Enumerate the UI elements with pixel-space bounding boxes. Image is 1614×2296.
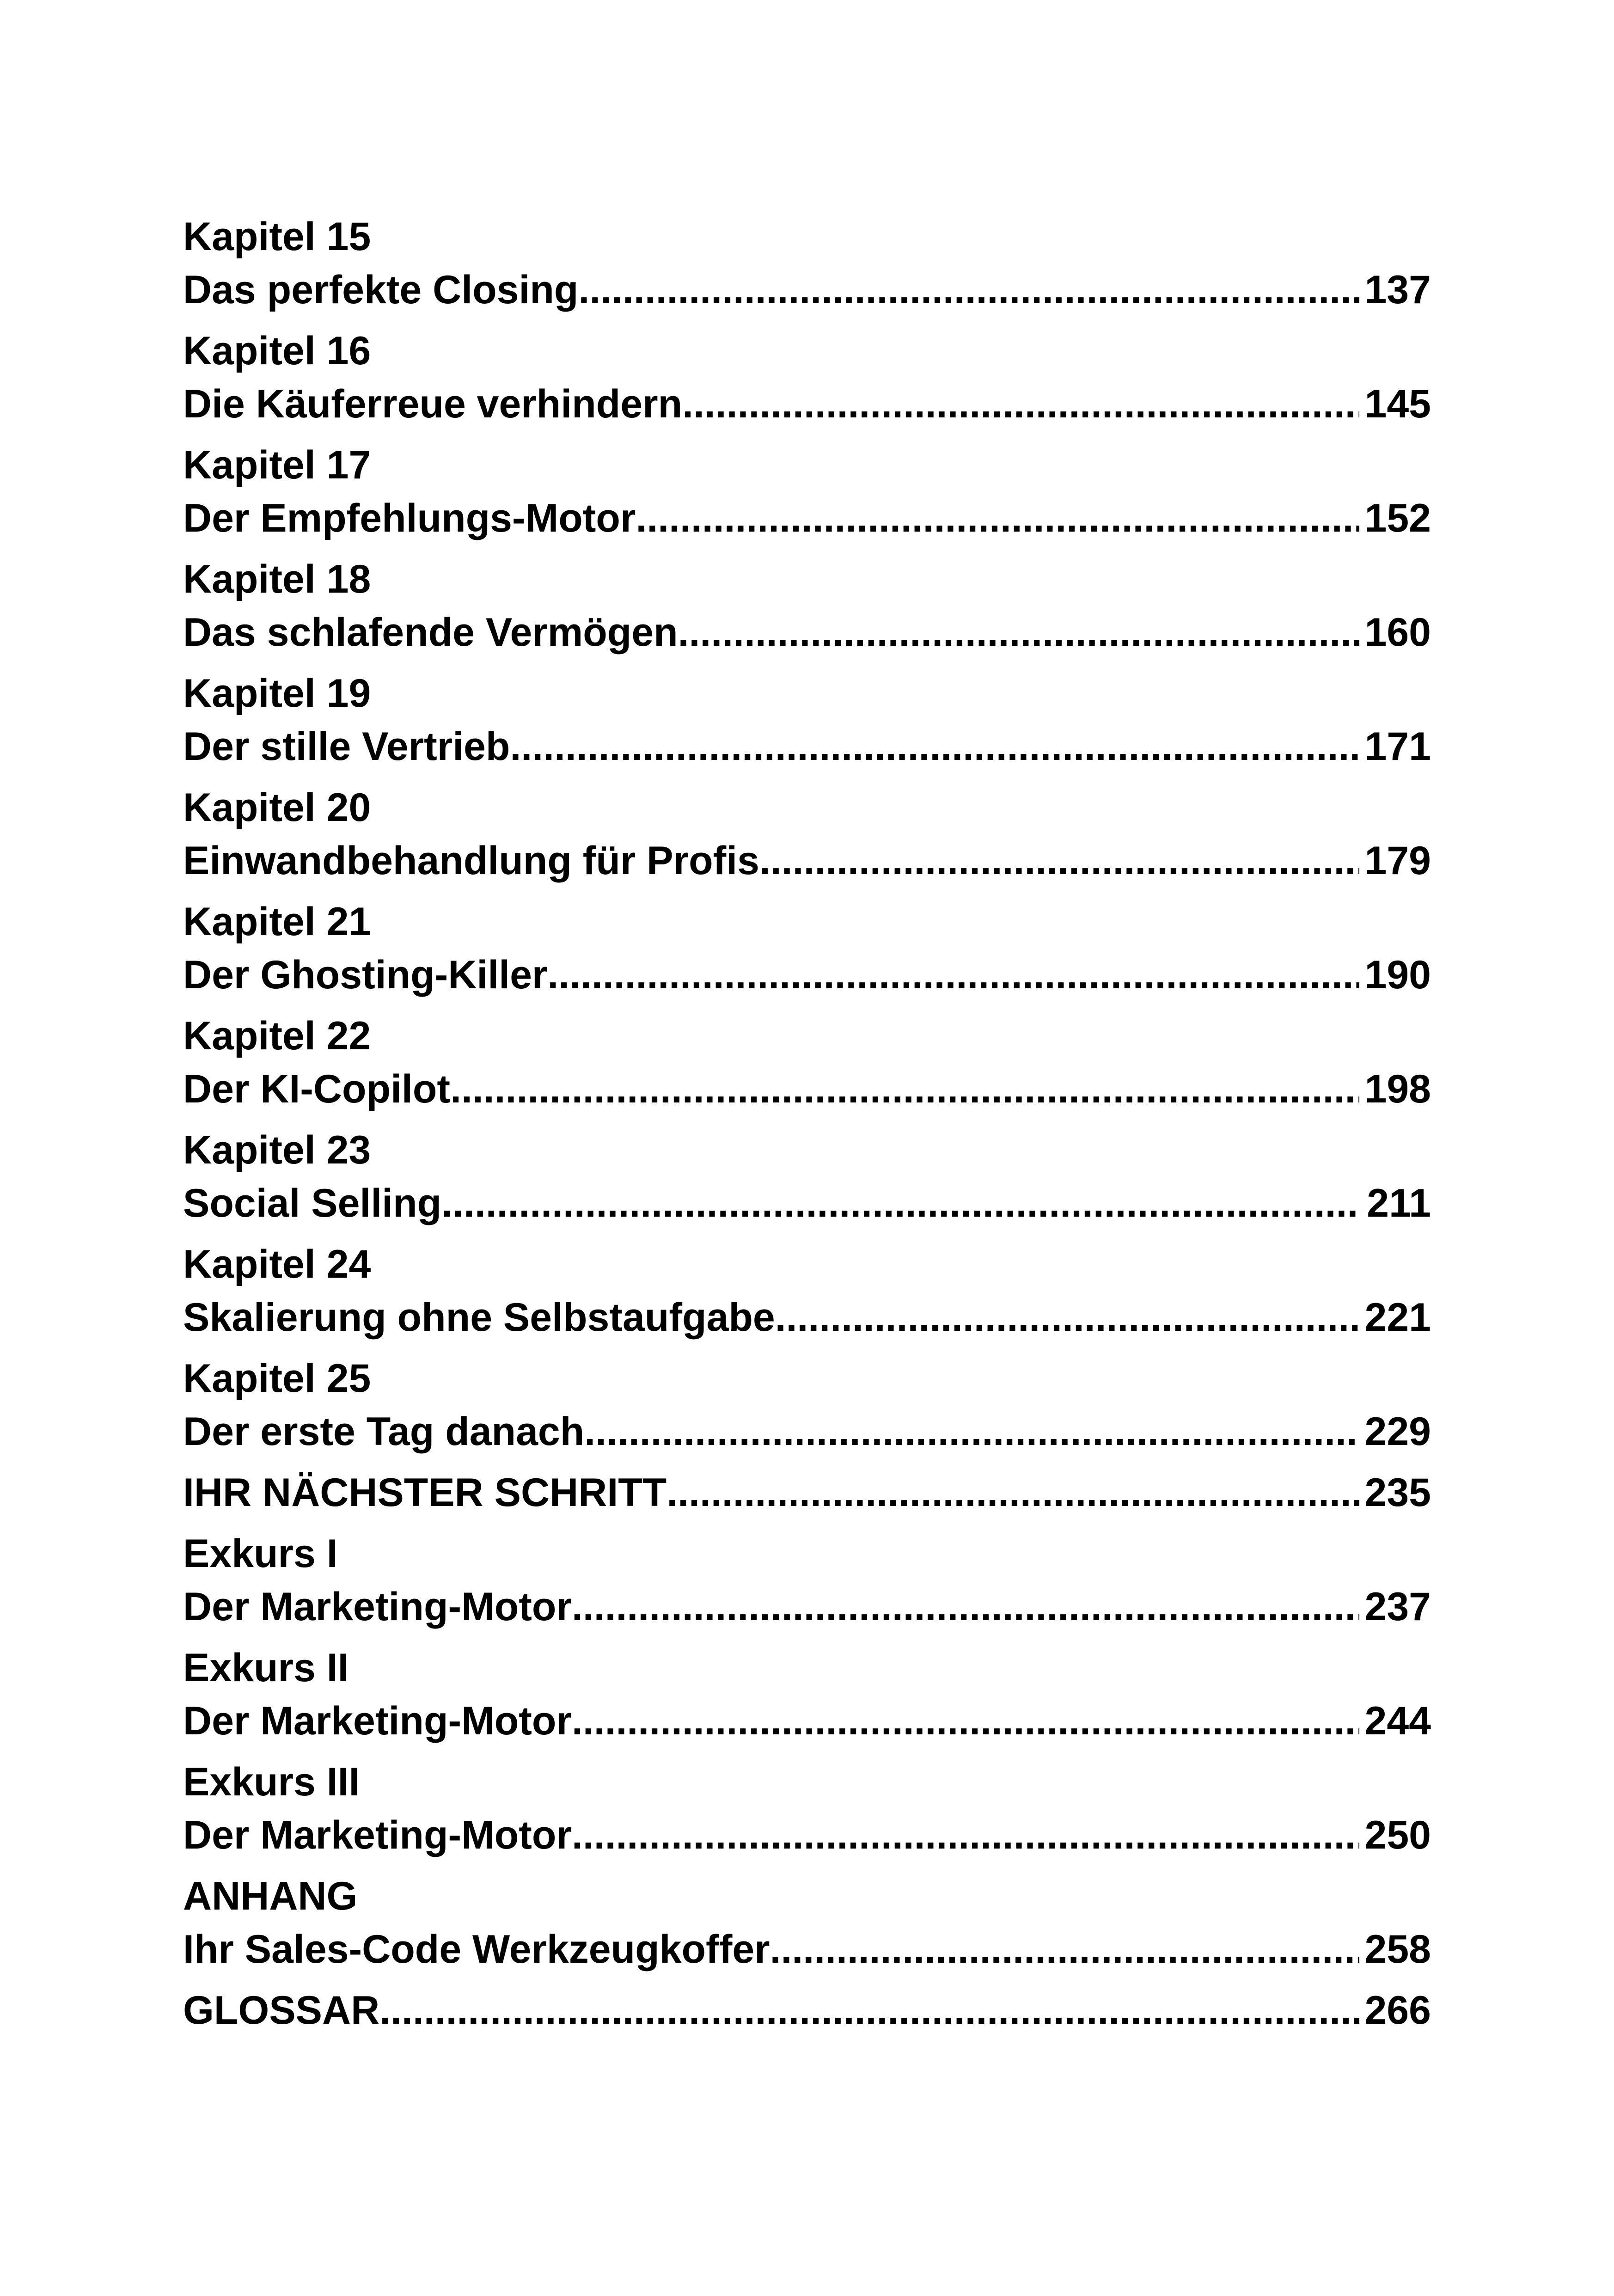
chapter-label: Kapitel 24 <box>183 1242 371 1286</box>
page-number: 171 <box>1364 724 1431 769</box>
chapter-label: Kapitel 19 <box>183 671 371 716</box>
chapter-title: Einwandbehandlung für Profis <box>183 839 759 883</box>
chapter-title: Skalierung ohne Selbstaufgabe <box>183 1295 775 1340</box>
toc-row <box>183 1809 1431 1862</box>
dot-leader <box>584 1405 1359 1458</box>
dot-leader <box>572 1580 1359 1634</box>
toc-entry[interactable] <box>183 1124 1431 1230</box>
page-number: 221 <box>1364 1295 1431 1340</box>
toc-entry[interactable] <box>183 210 1431 317</box>
toc-row <box>183 606 1431 659</box>
dot-leader <box>572 1809 1359 1862</box>
page-number: 211 <box>1367 1181 1431 1225</box>
chapter-label: Exkurs II <box>183 1646 349 1690</box>
chapter-label: Exkurs I <box>183 1531 338 1576</box>
chapter-title: Social Selling <box>183 1181 442 1225</box>
chapter-title: Der Empfehlungs-Motor <box>183 496 636 540</box>
chapter-label: Kapitel 15 <box>183 214 371 259</box>
dot-leader <box>450 1063 1359 1116</box>
chapter-title: Das perfekte Closing <box>183 268 579 312</box>
page-number: 198 <box>1364 1067 1431 1111</box>
page-number: 229 <box>1364 1409 1431 1454</box>
toc-row <box>183 720 1431 773</box>
toc-entry[interactable] <box>183 553 1431 659</box>
toc-row <box>183 1695 1431 1748</box>
chapter-title: Die Käuferreue verhindern <box>183 382 683 426</box>
page-number: 137 <box>1364 268 1431 312</box>
chapter-title: Der Marketing-Motor <box>183 1813 572 1857</box>
toc-entry[interactable] <box>183 667 1431 773</box>
page-number: 145 <box>1364 382 1431 426</box>
toc-entry[interactable] <box>183 1641 1431 1748</box>
toc-entry[interactable] <box>183 781 1431 888</box>
page-number: 250 <box>1364 1813 1431 1857</box>
chapter-label: Kapitel 20 <box>183 785 371 830</box>
page-number: 152 <box>1364 496 1431 540</box>
dot-leader <box>678 606 1359 659</box>
page-number: 190 <box>1364 953 1431 997</box>
page-number: 266 <box>1364 1988 1431 2033</box>
chapter-title: Der stille Vertrieb <box>183 724 510 769</box>
toc-entry[interactable] <box>183 325 1431 431</box>
dot-leader <box>759 834 1359 888</box>
chapter-title: Der erste Tag danach <box>183 1409 585 1454</box>
dot-leader <box>770 1923 1359 1976</box>
page-number: 258 <box>1364 1927 1431 1971</box>
dot-leader <box>379 1984 1359 2037</box>
toc-row <box>183 1580 1431 1634</box>
dot-leader <box>666 1466 1359 1519</box>
chapter-label: Kapitel 25 <box>183 1356 371 1401</box>
dot-leader <box>441 1177 1361 1230</box>
toc-row <box>183 834 1431 888</box>
chapter-label: Exkurs III <box>183 1760 360 1804</box>
toc-entry[interactable] <box>183 1984 1431 2037</box>
table-of-contents <box>183 210 1431 2045</box>
chapter-label: Kapitel 22 <box>183 1014 371 1058</box>
dot-leader <box>775 1291 1359 1344</box>
toc-entry[interactable] <box>183 1756 1431 1862</box>
chapter-label: Kapitel 17 <box>183 443 371 487</box>
chapter-label: Kapitel 18 <box>183 557 371 601</box>
toc-entry[interactable] <box>183 1352 1431 1458</box>
dot-leader <box>578 263 1359 317</box>
chapter-label: Kapitel 23 <box>183 1128 371 1172</box>
toc-row <box>183 378 1431 431</box>
toc-entry[interactable] <box>183 1527 1431 1634</box>
toc-row <box>183 1984 1431 2037</box>
page-number: 160 <box>1364 610 1431 655</box>
chapter-title: Der Ghosting-Killer <box>183 953 548 997</box>
toc-row <box>183 1063 1431 1116</box>
toc-row <box>183 1466 1431 1519</box>
toc-entry[interactable] <box>183 1466 1431 1519</box>
toc-row <box>183 1405 1431 1458</box>
chapter-title: Das schlafende Vermögen <box>183 610 678 655</box>
toc-entry[interactable] <box>183 1870 1431 1976</box>
dot-leader <box>682 378 1359 431</box>
toc-entry[interactable] <box>183 1238 1431 1344</box>
chapter-label: Kapitel 16 <box>183 329 371 373</box>
dot-leader <box>572 1695 1359 1748</box>
chapter-label: Kapitel 21 <box>183 900 371 944</box>
chapter-title: Der Marketing-Motor <box>183 1699 572 1743</box>
toc-entry[interactable] <box>183 1010 1431 1116</box>
chapter-label: ANHANG <box>183 1874 358 1918</box>
toc-row <box>183 949 1431 1002</box>
chapter-title: Der Marketing-Motor <box>183 1585 572 1629</box>
page-number: 179 <box>1364 839 1431 883</box>
dot-leader <box>547 949 1359 1002</box>
toc-entry[interactable] <box>183 439 1431 545</box>
chapter-title: GLOSSAR <box>183 1988 380 2033</box>
toc-row <box>183 1923 1431 1976</box>
chapter-title: Der KI-Copilot <box>183 1067 451 1111</box>
chapter-title: IHR NÄCHSTER SCHRITT <box>183 1470 667 1515</box>
toc-row <box>183 492 1431 545</box>
page-number: 235 <box>1364 1470 1431 1515</box>
dot-leader <box>636 492 1359 545</box>
toc-row <box>183 1291 1431 1344</box>
page-number: 237 <box>1364 1585 1431 1629</box>
page-number: 244 <box>1364 1699 1431 1743</box>
toc-row <box>183 263 1431 317</box>
dot-leader <box>510 720 1359 773</box>
chapter-title: Ihr Sales-Code Werkzeugkoffer <box>183 1927 770 1971</box>
toc-entry[interactable] <box>183 895 1431 1002</box>
toc-row <box>183 1177 1431 1230</box>
